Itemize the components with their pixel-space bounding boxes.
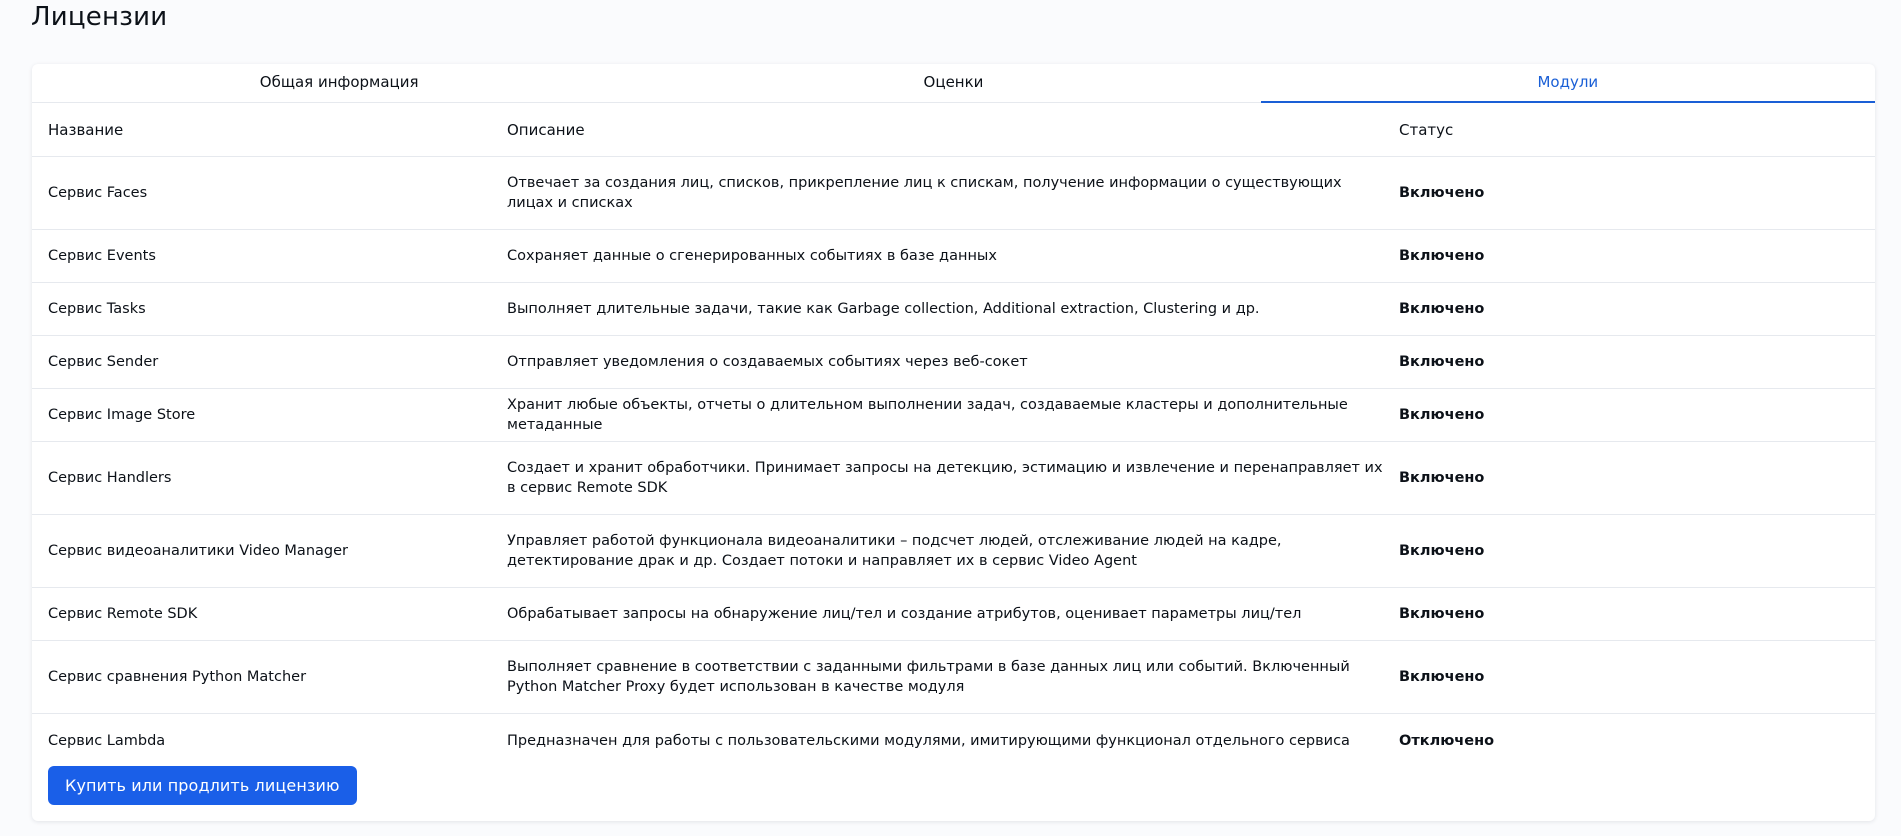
tab-general-info[interactable]: Общая информация	[259, 73, 419, 91]
module-status: Включено	[1399, 606, 1485, 622]
module-description: Выполняет длительные задачи, такие как Garbage collection, Additional extraction, Clustering и др.	[507, 301, 1260, 317]
module-description: Управляет работой функционала видеоаналитики – подсчет людей, отслеживание людей на кадре, детектирование драк и др. Создает потоки и направляет их в сервис Video Agent	[507, 533, 1282, 569]
module-description: Хранит любые объекты, отчеты о длительном выполнении задач, создаваемые кластеры и дополнительные метаданные	[507, 397, 1348, 433]
module-status: Отключено	[1399, 732, 1495, 749]
module-status: Включено	[1399, 354, 1485, 370]
table-row	[32, 389, 1875, 442]
column-header-name: Название	[48, 120, 124, 139]
table-row	[32, 714, 1875, 767]
module-description: Отправляет уведомления о создаваемых событиях через веб-сокет	[507, 354, 1028, 370]
table-row	[32, 283, 1875, 336]
module-status: Включено	[1399, 669, 1485, 685]
module-name: Сервис Tasks	[48, 301, 146, 317]
modules-table	[32, 103, 1875, 767]
module-status: Включено	[1399, 470, 1485, 486]
module-description: Создает и хранит обработчики. Принимает запросы на детекцию, эстимацию и извлечение и перенаправляет их в сервис Remote SDK	[507, 460, 1383, 496]
module-status: Включено	[1399, 248, 1485, 264]
table-row	[32, 230, 1875, 283]
table-row	[32, 157, 1875, 230]
module-status: Включено	[1399, 543, 1485, 559]
table-row	[32, 588, 1875, 641]
module-name: Сервис Image Store	[48, 407, 196, 423]
column-header-description: Описание	[507, 120, 585, 139]
module-name: Сервис Events	[48, 248, 156, 264]
module-description: Отвечает за создания лиц, списков, прикрепление лиц к спискам, получение информации о существующих лицах и списках	[507, 175, 1342, 211]
page-title: Лицензии	[31, 2, 168, 32]
module-name: Сервис Handlers	[48, 470, 172, 486]
table-row	[32, 515, 1875, 588]
table-row	[32, 336, 1875, 389]
buy-license-button[interactable]: Купить или продлить лицензию	[48, 766, 357, 805]
tab-bar	[32, 64, 1875, 103]
tab-modules[interactable]: Модули	[1261, 64, 1875, 102]
module-status: Включено	[1399, 301, 1485, 317]
table-header-row	[32, 103, 1875, 157]
module-name: Сервис Lambda	[48, 732, 166, 749]
module-status: Включено	[1399, 407, 1485, 423]
table-row	[32, 442, 1875, 515]
module-name: Сервис сравнения Python Matcher	[48, 669, 307, 685]
module-description: Обрабатывает запросы на обнаружение лиц/тел и создание атрибутов, оценивает параметры лиц/тел	[507, 606, 1302, 622]
module-description: Выполняет сравнение в соответствии с заданными фильтрами в базе данных лиц или событий. Включенный Python Matcher Proxy будет использован в качестве модуля	[507, 659, 1350, 695]
column-header-status: Статус	[1399, 120, 1454, 139]
tab-estimations[interactable]: Оценки	[923, 73, 984, 91]
table-row	[32, 641, 1875, 714]
module-name: Сервис Remote SDK	[48, 606, 198, 622]
module-name: Сервис Faces	[48, 185, 148, 201]
module-status: Включено	[1399, 185, 1485, 201]
module-description: Сохраняет данные о сгенерированных событиях в базе данных	[507, 248, 997, 264]
module-name: Сервис видеоаналитики Video Manager	[48, 543, 348, 559]
license-card	[32, 64, 1875, 821]
module-description: Предназначен для работы с пользовательскими модулями, имитирующими функционал отдельного сервиса	[507, 732, 1350, 749]
module-name: Сервис Sender	[48, 354, 159, 370]
